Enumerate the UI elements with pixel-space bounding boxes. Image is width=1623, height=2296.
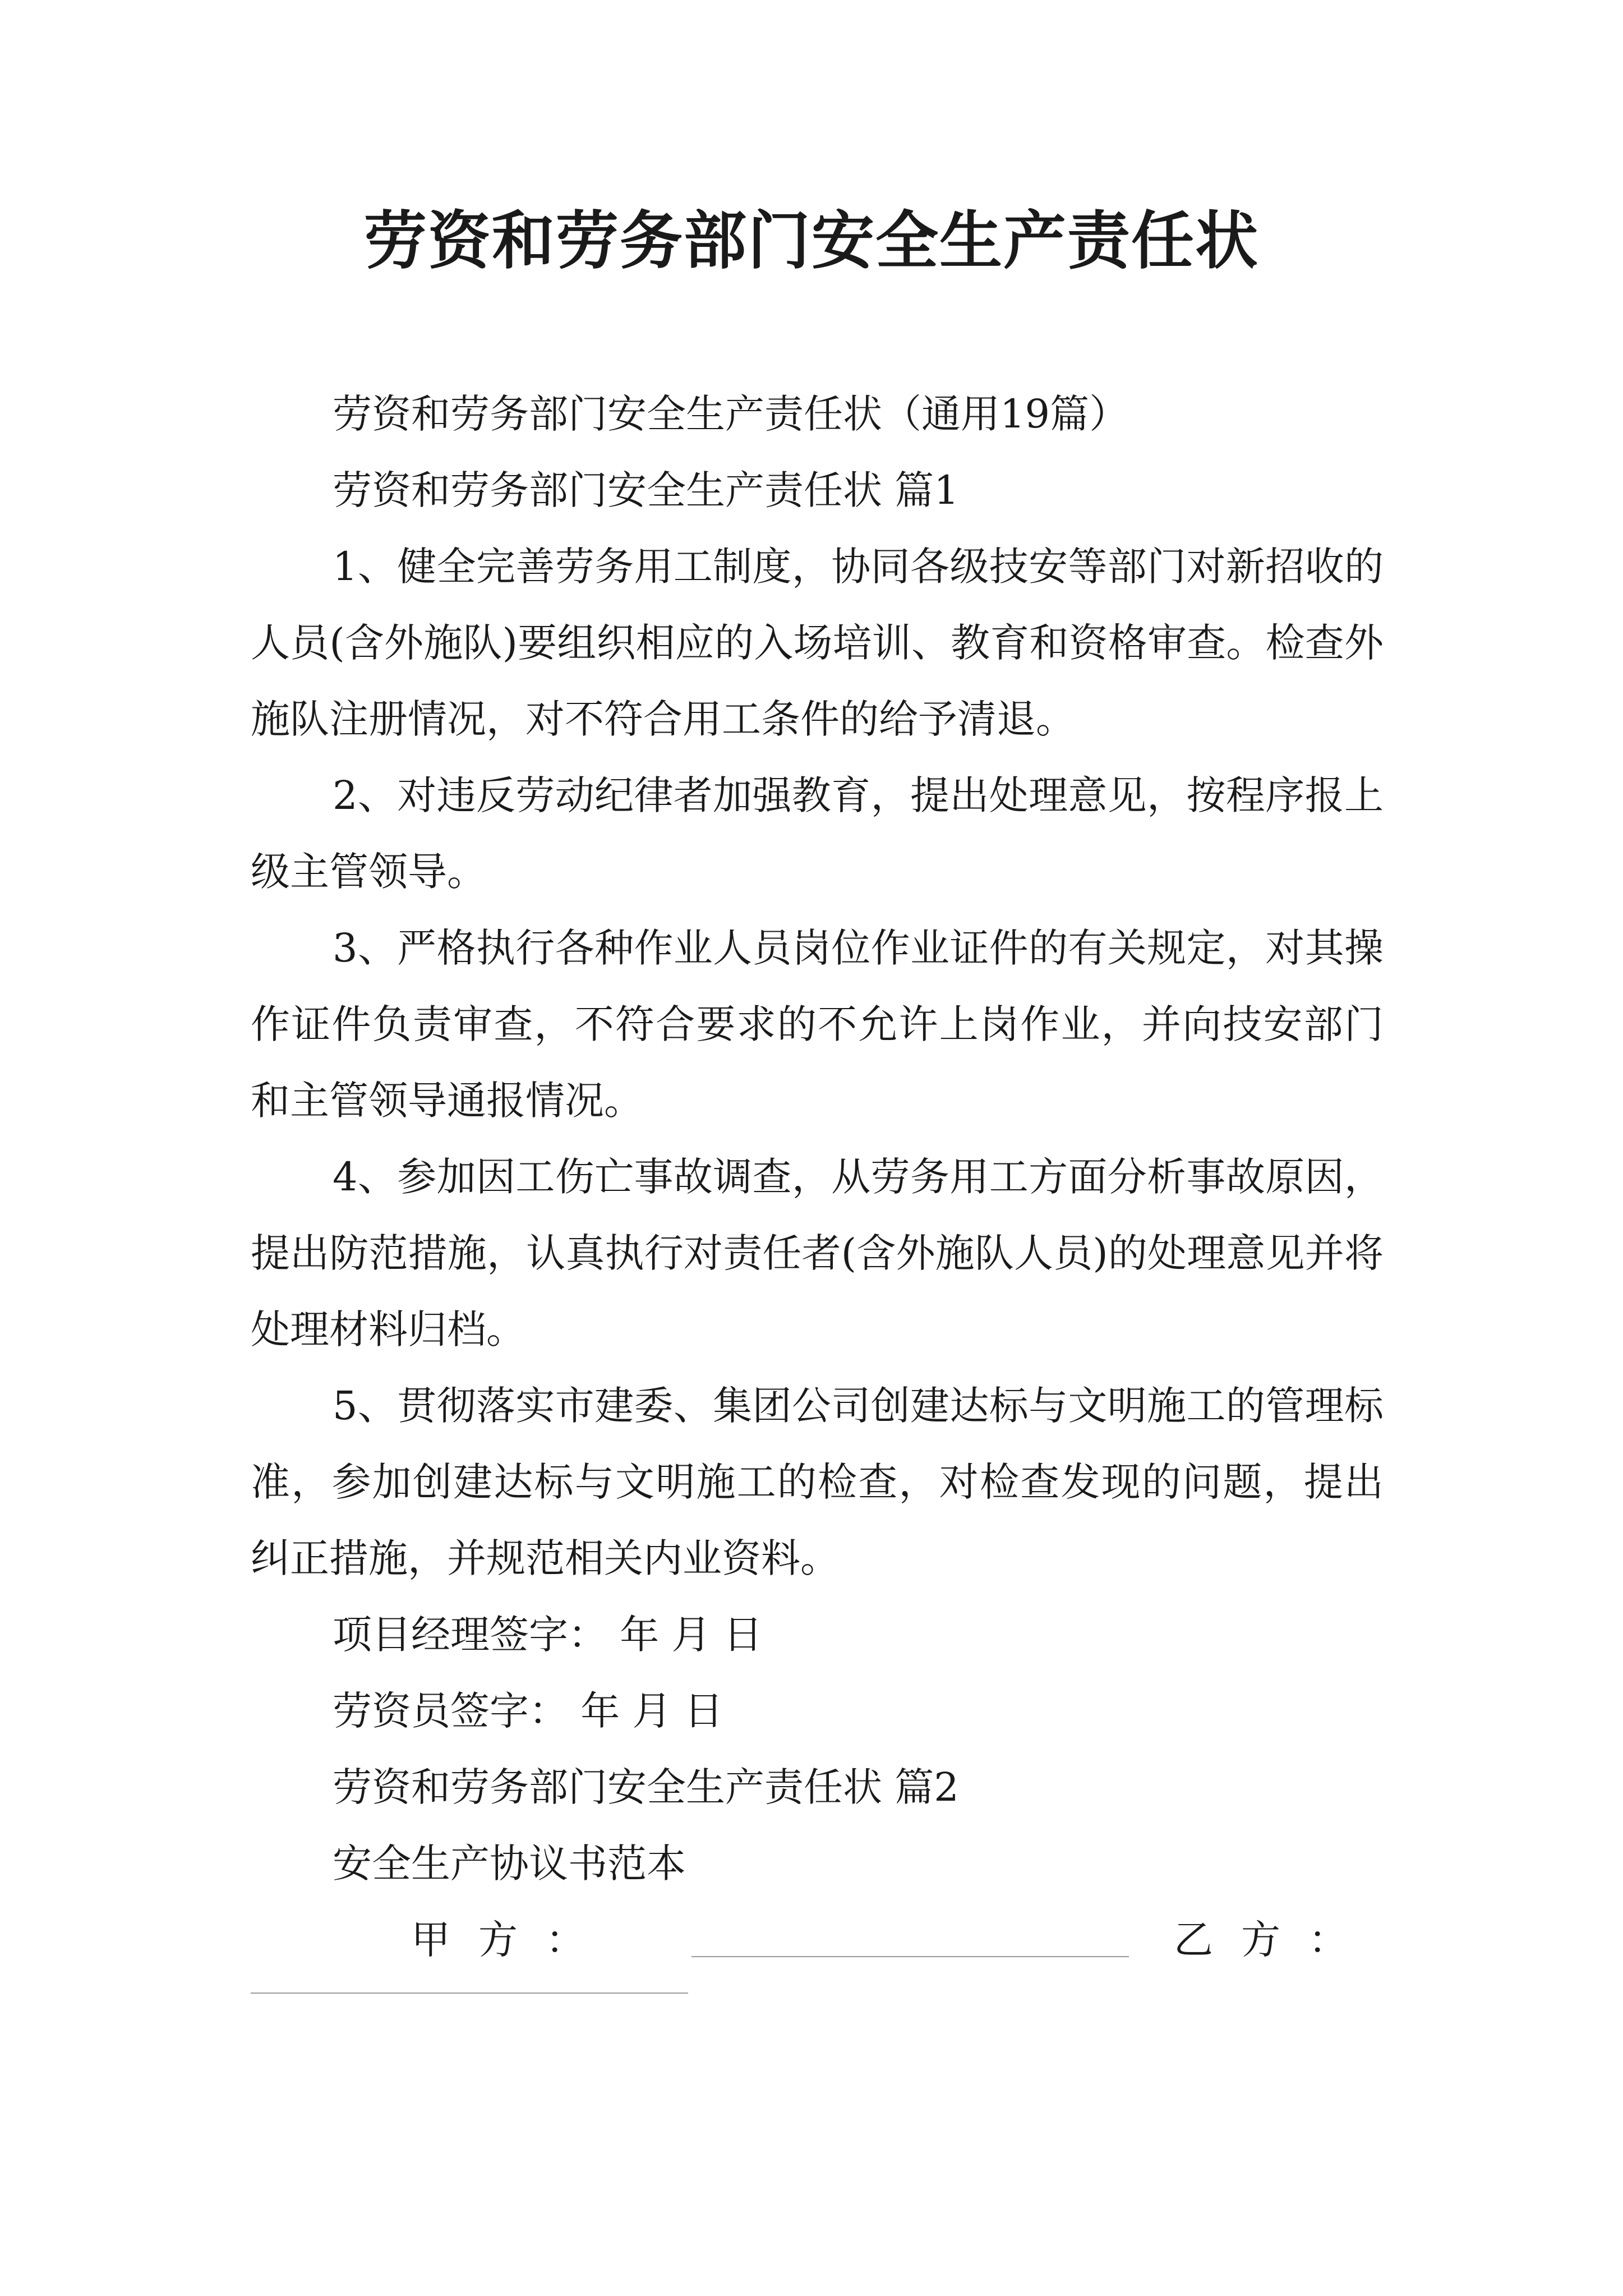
party-a-blank-line [691,1922,1129,1957]
party-a-label: 甲方： [411,1917,613,1963]
signature-line-payroll: 劳资员签字： 年 月 日 [333,1688,723,1734]
section-heading-2: 劳资和劳务部门安全生产责任状 篇2 [333,1764,959,1810]
document-body [251,376,1384,2054]
document-subtitle: 劳资和劳务部门安全生产责任状（通用19篇） [333,391,1129,437]
paragraph-2: 2、对违反劳动纪律者加强教育，提出处理意见，按程序报上级主管领导。 [251,772,1384,895]
paragraph-5: 5、贯彻落实市建委、集团公司创建达标与文明施工的管理标准，参加创建达标与文明施工的检查，对检查发现的问题，提出纠正措施，并规范相关内业资料。 [251,1383,1384,1581]
signature-line-manager: 项目经理签字： 年 月 日 [333,1612,763,1658]
document-title: 劳资和劳务部门安全生产责任状 [364,204,1259,278]
paragraph-4: 4、参加因工伤亡事故调查，从劳务用工方面分析事故原因，提出防范措施，认真执行对责任者(含外施队人员)的处理意见并将处理材料归档。 [251,1154,1384,1352]
paragraph-1: 1、健全完善劳务用工制度，协同各级技安等部门对新招收的人员(含外施队)要组织相应的入场培训、教育和资格审查。检查外施队注册情况，对不符合用工条件的给予清退。 [251,544,1384,742]
party-b-label: 乙方： [1174,1917,1376,1963]
party-b-blank-row [251,1978,1384,2054]
section-heading-1: 劳资和劳务部门安全生产责任状 篇1 [333,467,959,513]
paragraph-3: 3、严格执行各种作业人员岗位作业证件的有关规定，对其操作证件负责审查，不符合要求的不允许上岗作业，并向技安部门和主管领导通报情况。 [251,925,1384,1124]
party-b-blank-line [251,1978,688,1994]
party-row [251,1902,1384,1978]
agreement-title: 安全生产协议书范本 [333,1841,686,1887]
